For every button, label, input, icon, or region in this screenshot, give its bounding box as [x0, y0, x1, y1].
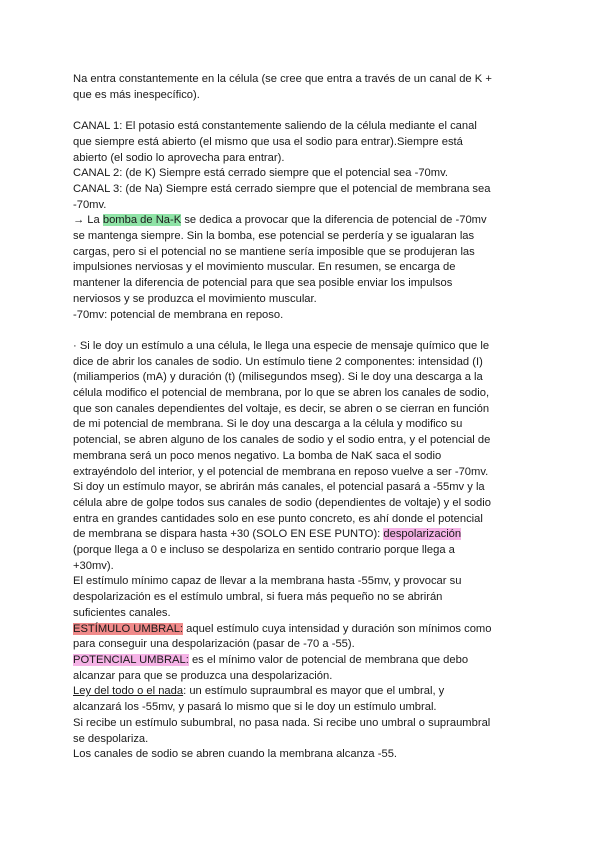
estimulo-paragraph	[73, 339, 533, 622]
text-line: impulsiones nerviosas y el movimiento muscular. En resumen, se encarga de	[73, 261, 456, 274]
text-line: Si recibe un estímulo subumbral, no pasa nada. Si recibe uno umbral o supraumbral	[73, 716, 491, 729]
text-line: nerviosos y se produzca el movimiento muscular.	[73, 292, 317, 305]
estimulo-umbral-text: aquel estímulo cuya intensidad y duración son mínimos como	[183, 622, 492, 635]
despolarizacion-highlight: despolarización	[383, 528, 462, 541]
text-line: de mi potencial de membrana. Si le doy una descarga a la célula y modifico su	[73, 418, 463, 431]
text-line: para conseguir una despolarización (pasar de -70 a -55).	[73, 638, 355, 651]
text-line: extrayéndolo del interior, y el potencial de membrana en reposo vuelve a ser -70mv.	[73, 465, 489, 478]
text-line: dice de abrir los canales de sodio. Un estímulo tiene 2 componentes: intensidad (I)	[73, 355, 483, 368]
text-line: abierto (el sodio lo aprovecha para entrar).	[73, 151, 285, 164]
text-line: CANAL 1: El potasio está constantemente saliendo de la célula mediante el canal	[73, 120, 477, 133]
text-line	[73, 527, 533, 543]
text-line: célula modifico el potencial de membrana, por lo que se abren los canales de sodio,	[73, 387, 490, 400]
text-line: potencial, se abren alguno de los canales de sodio y el sodio entra, y el potencial de	[73, 434, 491, 447]
text-line: (miliamperios (mA) y duración (t) (milisegundos mseg). Si le doy una descarga a la	[73, 371, 483, 384]
text-line: membrana será un poco menos negativo. La bomba de NaK saca el sodio	[73, 449, 442, 462]
canales-paragraph	[73, 119, 533, 213]
text-line: El estímulo mínimo capaz de llevar a la membrana hasta -55mv, y provocar su	[73, 575, 462, 588]
intro-paragraph	[73, 72, 533, 103]
bomba-highlight: bomba de Na-K	[102, 214, 182, 227]
bomba-paragraph	[73, 213, 533, 323]
ley-text: : un estímulo supraumbral es mayor que el umbral, y	[183, 685, 445, 698]
text-line: CANAL 3: (de Na) Siempre está cerrado siempre que el potencial de membrana sea	[73, 182, 491, 195]
text-line	[73, 684, 533, 700]
text-line: +30mv).	[73, 559, 114, 572]
text-line: -70mv.	[73, 198, 107, 211]
text-line: entra en grandes cantidades solo en ese punto concreto, es ahí donde el potencial	[73, 512, 483, 525]
paragraph-gap	[73, 323, 533, 339]
potencial-umbral-text: es el mínimo valor de potencial de membrana que debo	[188, 653, 469, 666]
text-line: -70mv: potencial de membrana en reposo.	[73, 308, 284, 321]
text-line: alcanzará los -55mv, y pasará lo mismo que si le doy un estímulo umbral.	[73, 701, 437, 714]
text-line	[73, 622, 533, 638]
estimulo-umbral-label: ESTÍMULO UMBRAL:	[73, 622, 184, 635]
text-line: · Si le doy un estímulo a una célula, le llega una especie de mensaje químico que le	[73, 339, 490, 352]
ley-label: Ley del todo o el nada	[73, 685, 184, 698]
text-line: (porque llega a 0 e incluso se despolariza en sentido contrario porque llega a	[73, 544, 455, 557]
text-line: despolarización es el estímulo umbral, si fuera más pequeño no se abrirán	[73, 591, 443, 604]
text-line: que son canales dependientes del voltaje, es decir, se abren o se cierran en función	[73, 402, 490, 415]
ley-paragraph	[73, 684, 533, 763]
desp-text: de membrana se dispara hasta +30 (SOLO EN ESE PUNTO):	[73, 528, 384, 541]
text-line: se despolariza.	[73, 732, 149, 745]
text-line: se mantenga siempre. Sin la bomba, ese potencial se perdería y se igualaran las	[73, 230, 475, 243]
text-line	[73, 653, 533, 669]
text-line: Los canales de sodio se abren cuando la membrana alcanza -55.	[73, 748, 398, 761]
paragraph-gap	[73, 103, 533, 119]
arrow-text: → La	[73, 214, 103, 227]
text-line: alcanzar para que se produzca una despolarización.	[73, 669, 333, 682]
umbral-paragraph	[73, 622, 533, 685]
text-line: que siempre está abierto (el mismo que usa el sodio para entrar).Siempre está	[73, 135, 463, 148]
text-line: Si doy un estímulo mayor, se abrirán más canales, el potencial pasará a -55mv y la	[73, 481, 485, 494]
text-line: mantener la diferencia de potencial para que sea posible enviar los impulsos	[73, 277, 453, 290]
document-page	[73, 72, 533, 763]
text-line	[73, 213, 533, 229]
text-line: suficientes canales.	[73, 606, 171, 619]
potencial-umbral-label: POTENCIAL UMBRAL:	[73, 653, 189, 666]
text-line: Na entra constantemente en la célula (se cree que entra a través de un canal de K +	[73, 73, 492, 85]
text-line: cargas, pero si el potencial no se mantiene sería imposible que se produjeran las	[73, 245, 475, 258]
text-line: célula abre de golpe todos sus canales de sodio (dependientes de voltaje) y el sodio	[73, 496, 491, 509]
text-line: que es más inespecífico).	[73, 88, 200, 101]
text-line: CANAL 2: (de K) Siempre está cerrado siempre que el potencial sea -70mv.	[73, 167, 448, 180]
bomba-text: se dedica a provocar que la diferencia de potencial de -70mv	[181, 214, 487, 227]
